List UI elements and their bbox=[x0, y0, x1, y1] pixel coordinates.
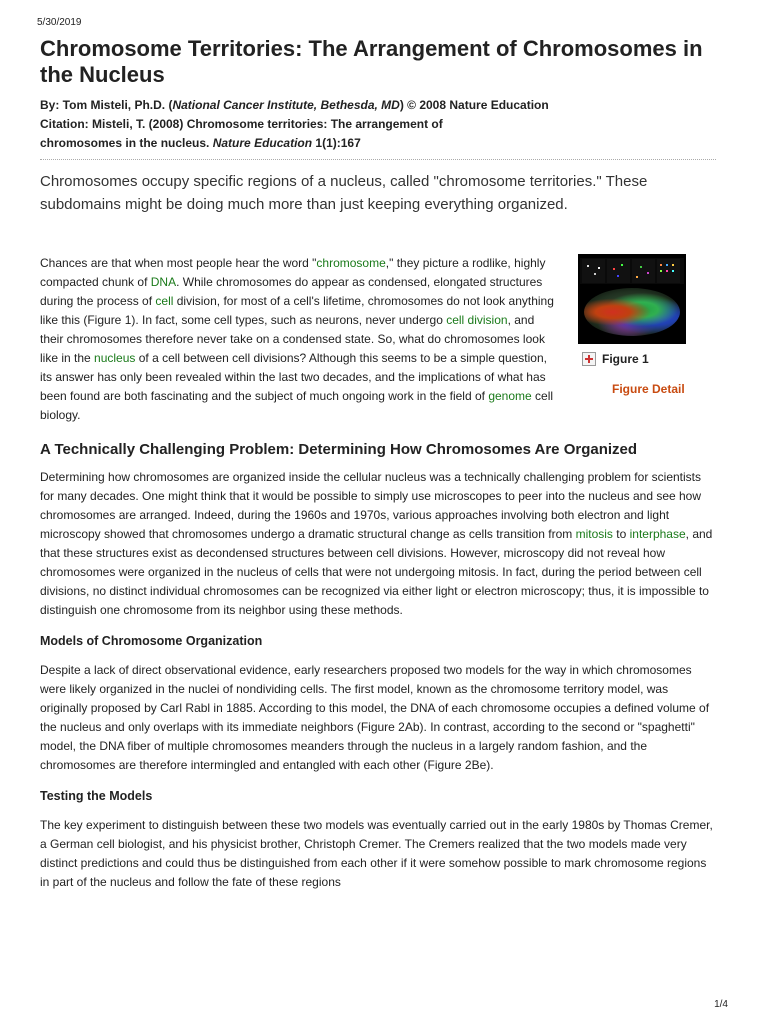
article-title: Chromosome Territories: The Arrangement of Chromosomes in the Nucleus bbox=[40, 36, 703, 87]
link-interphase[interactable]: interphase bbox=[629, 527, 686, 541]
link-dna[interactable]: DNA bbox=[150, 275, 177, 289]
page-number: 1/4 bbox=[714, 999, 728, 1010]
figure-1-label[interactable]: Figure 1 bbox=[582, 352, 716, 366]
link-genome[interactable]: genome bbox=[488, 389, 532, 403]
divider bbox=[40, 159, 716, 160]
figure-1 bbox=[578, 254, 716, 396]
figure-detail-link[interactable]: Figure Detail bbox=[612, 382, 685, 396]
link-chromosome[interactable]: chromosome bbox=[316, 256, 386, 270]
section-heading-technical-problem: A Technically Challenging Problem: Determining How Chromosomes Are Organized bbox=[40, 441, 638, 458]
lede: Chromosomes occupy specific regions of a nucleus, called "chromosome territories." These subdomains might be doing much more than just keeping everything organized. bbox=[40, 173, 648, 213]
intro-section bbox=[40, 254, 716, 425]
link-cell[interactable]: cell bbox=[155, 294, 174, 308]
link-nucleus[interactable]: nucleus bbox=[94, 351, 136, 365]
print-date: 5/30/2019 bbox=[37, 17, 82, 28]
citation: Citation: Misteli, T. (2008) Chromosome territories: The arrangement of chromosomes in the nucleus. Nature Education 1(1):167 bbox=[40, 117, 443, 150]
figure-1-thumbnail[interactable] bbox=[578, 254, 686, 344]
zoom-icon[interactable] bbox=[582, 352, 596, 366]
section-paragraph-testing: The key experiment to distinguish between these two models was eventually carried out in the early 1980s by Thomas Cremer, a German cell biologist, and his physicist brother, Christoph Cremer. The Cremers realized that the two models made very distinct predictions and could thus be distinguished from each other if it were somehow possible to mark chromosome regions in part of the nucleus and follow the fate of these regions bbox=[40, 818, 713, 889]
link-mitosis[interactable]: mitosis bbox=[575, 527, 613, 541]
byline: By: Tom Misteli, Ph.D. (National Cancer Institute, Bethesda, MD) © 2008 Nature Education bbox=[40, 98, 549, 112]
article bbox=[40, 36, 716, 892]
section-heading-testing: Testing the Models bbox=[40, 789, 153, 803]
section-paragraph-technical-problem: Determining how chromosomes are organized inside the cellular nucleus was a technically challenging problem for scientists for many decades. One might think that it would be possible to simply use microscopes to peer into the nucleus and see how chromosomes are arranged. Indeed, during the 1960s and 1970s, various approaches involving both electron and light microscopy showed that chromosomes undergo a dramatic structural change as cells transition from mitosis to interphase, and that these structures exist as decondensed structures between cell divisions. However, microscopy did not reveal how chromosomes were organized in the nucleus of cells that were not undergoing mitosis. In fact, during the period between cell divisions, no distinct individual chromosomes can be recognized via either light or electron microscopy; thus, it is impossible to distinguish one chromosome from its neighbor using these methods. bbox=[40, 470, 713, 617]
section-paragraph-models: Despite a lack of direct observational evidence, early researchers proposed two models for the way in which chromosomes were likely organized in the nuclei of nondividing cells. The first model, known as the chromosome territory model, was originally proposed by Carl Rabl in 1885. According to this model, the DNA of each chromosome occupies a defined volume of the nucleus and only overlaps with its immediate neighbors (Figure 2Ab). In contrast, according to the second or "spaghetti" model, the DNA fiber of multiple chromosomes meanders through the nucleus in a largely random fashion, and the chromosomes are therefore intermingled and entangled with each other (Figure 2Be). bbox=[40, 663, 710, 772]
link-cell-division[interactable]: cell division bbox=[446, 313, 508, 327]
section-heading-models: Models of Chromosome Organization bbox=[40, 634, 263, 648]
intro-paragraph: Chances are that when most people hear the word "chromosome," they picture a rodlike, highly compacted chunk of DNA. While chromosomes do appear as condensed, elongated structures during the process of cell division, for most of a cell's lifetime, chromosomes do not look anything like this (Figure 1). In fact, some cell types, such as neurons, never undergo cell division, and their chromosomes therefore never take on a condensed state. So, what do chromosomes look like in the nucleus of a cell between cell divisions? Although this seems to be a simple question, its answer has only been revealed within the last two decades, and the implications of what has been found are both fascinating and the subject of much ongoing work in the field of genome cell biology. bbox=[40, 256, 554, 422]
